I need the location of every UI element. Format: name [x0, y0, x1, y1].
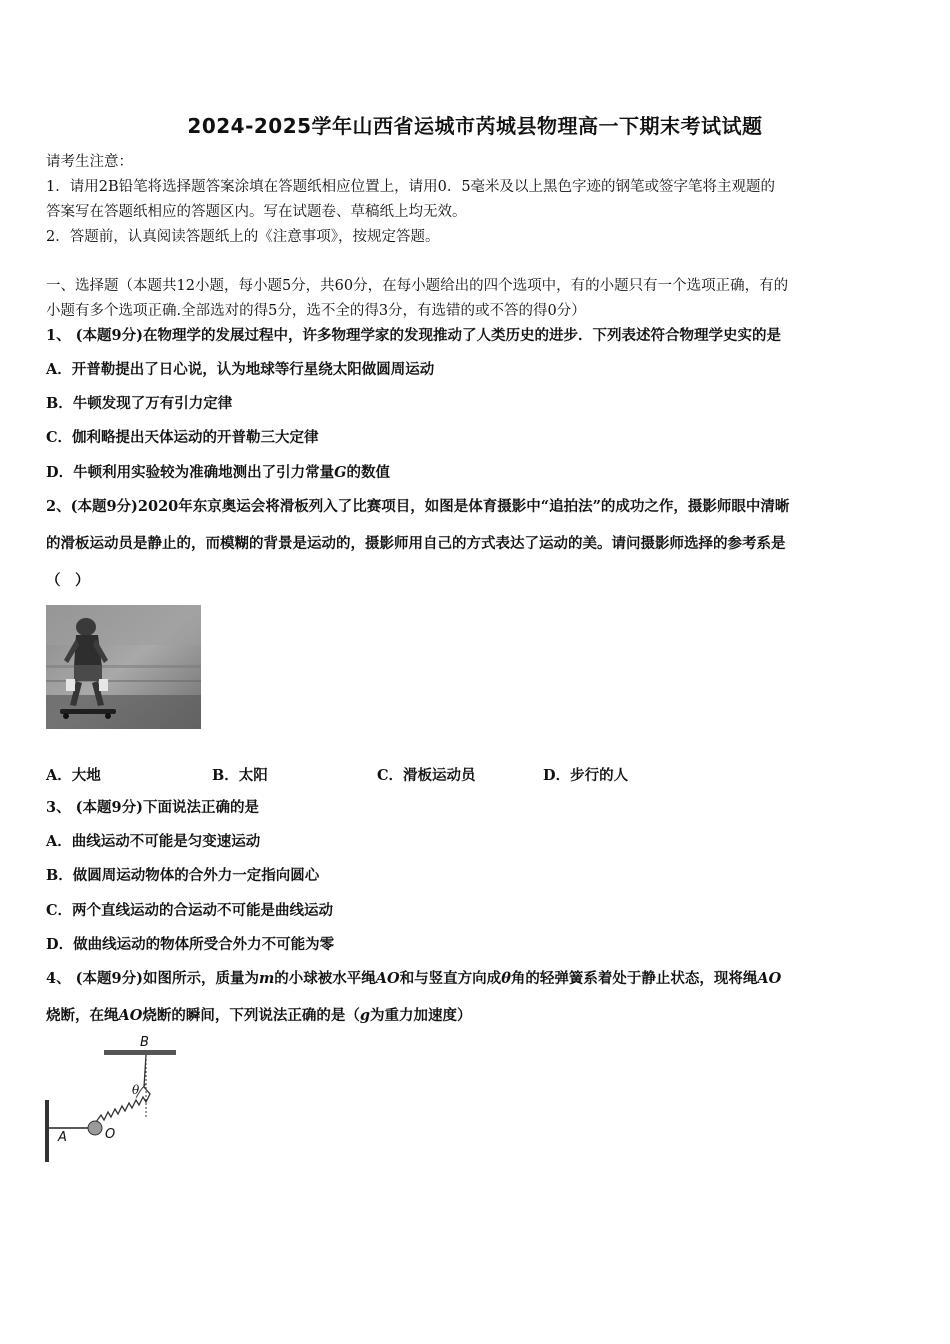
section-heading: 一、选择题（本题共12小题，每小题5分，共60分，在每小题给出的四个选项中，有的小题只有一个选项正确，有的 — [46, 278, 789, 294]
q2-option-d: D．步行的人 — [543, 767, 629, 784]
q2-option-b: B．太阳 — [212, 767, 268, 784]
q4-stem-text: 4、 (本题9分)如图所示，质量为 — [46, 970, 259, 987]
spring-ball-diagram — [40, 1032, 190, 1167]
q1-option-d — [46, 463, 908, 483]
q4-var-ao: AO — [757, 970, 782, 987]
q2-stem-cont: 的滑板运动员是静止的，而模糊的背景是运动的，摄影师用自己的方式表达了运动的美。请问摄影师选择的参考系是 — [46, 535, 786, 552]
label-theta: θ — [132, 1083, 140, 1097]
q3-option-c: C．两个直线运动的合运动不可能是曲线运动 — [46, 902, 334, 919]
q1-option-a: A．开普勒提出了日心说，认为地球等行星绕太阳做圆周运动 — [46, 361, 435, 378]
q4-var-theta: θ — [501, 970, 511, 987]
q2-stem: 2、(本题9分)2020年东京奥运会将滑板列入了比赛项目，如图是体育摄影中“追拍法”的成功之作，摄影师眼中清晰 — [46, 498, 790, 515]
q1-stem: 1、 (本题9分)在物理学的发展过程中，许多物理学家的发现推动了人类历史的进步．下列表述符合物理学史实的是 — [46, 327, 781, 344]
q4-stem-text: 烧断，在绳 — [46, 1007, 119, 1024]
q4-stem-text: 的小球被水平绳 — [274, 970, 376, 987]
q1-option-d-var: G — [334, 464, 347, 481]
label-a: A — [58, 1130, 67, 1145]
q1-option-b: B．牛顿发现了万有引力定律 — [46, 395, 233, 412]
ball — [88, 1121, 102, 1135]
q2-stem-paren: （ ） — [46, 572, 90, 589]
q4-var-ao: AO — [118, 1007, 143, 1024]
q4-stem-text: 角的轻弹簧系着处于静止状态，现将绳 — [510, 970, 758, 987]
q4-stem — [46, 969, 908, 989]
notice-item-1: 1．请用2B铅笔将选择题答案涂填在答题纸相应位置上，请用0．5毫米及以上黑色字迹的钢笔或签字笔将主观题的 — [46, 179, 776, 195]
q4-stem-text: 为重力加速度） — [370, 1007, 472, 1024]
notice-item-1-cont: 答案写在答题纸相应的答题区内。写在试题卷、草稿纸上均无效。 — [46, 204, 467, 220]
q1-option-d-text: D．牛顿利用实验较为准确地测出了引力常量 — [46, 464, 335, 481]
q4-stem-text: 和与竖直方向成 — [399, 970, 502, 987]
notice-item-2: 2．答题前，认真阅读答题纸上的《注意事项》，按规定答题。 — [46, 229, 440, 245]
q4-var-m: m — [258, 970, 275, 987]
q3-option-b: B．做圆周运动物体的合外力一定指向圆心 — [46, 867, 320, 884]
q3-option-d: D．做曲线运动的物体所受合外力不可能为零 — [46, 936, 335, 953]
q2-option-c: C．滑板运动员 — [377, 767, 476, 784]
page-title: 2024-2025学年山西省运城市芮城县物理高一下期末考试试题 — [187, 114, 763, 138]
section-heading-cont: 小题有多个选项正确.全部选对的得5分，选不全的得3分，有选错的或不答的得0分） — [46, 303, 586, 319]
ceiling-b — [104, 1050, 176, 1055]
label-b: B — [140, 1035, 149, 1050]
notice-header: 请考生注意： — [46, 154, 133, 170]
q1-option-c: C．伽利略提出天体运动的开普勒三大定律 — [46, 429, 319, 446]
q3-option-a: A．曲线运动不可能是匀变速运动 — [46, 833, 261, 850]
q3-stem: 3、 (本题9分)下面说法正确的是 — [46, 799, 259, 816]
q4-var-g: g — [359, 1007, 371, 1024]
q2-option-a: A．大地 — [46, 767, 101, 784]
wall-a — [45, 1100, 49, 1162]
q1-option-d-suffix: 的数值 — [346, 464, 390, 481]
skateboarder-photo — [46, 605, 201, 729]
q4-var-ao: AO — [375, 970, 400, 987]
label-o: O — [105, 1127, 116, 1142]
q4-stem-text: 烧断的瞬间，下列说法正确的是（ — [142, 1007, 360, 1024]
q4-stem-cont — [46, 1006, 908, 1026]
